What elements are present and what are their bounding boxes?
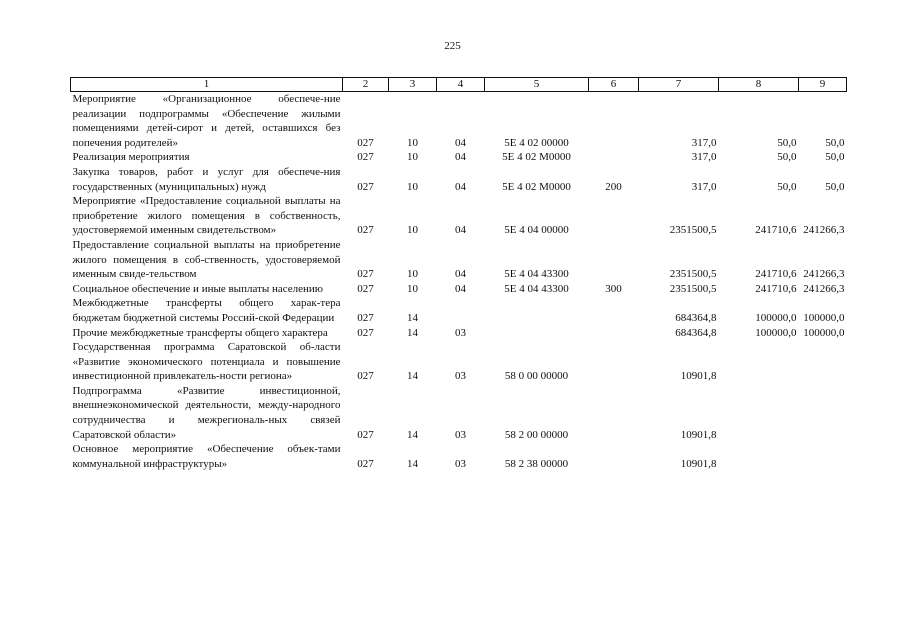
cell-section: 14 [407,326,418,339]
cell-section: 10 [407,224,418,237]
column-header-2: 2 [343,78,389,92]
cell-amount-8: 100000,0 [755,311,797,324]
cell-expense-type: 300 [605,282,622,295]
cell-subsection: 03 [455,370,466,383]
table-row [71,150,847,165]
cell-amount-8 [719,442,799,471]
cell-section: 14 [407,457,418,470]
cell-target-article: 58 0 00 00000 [504,370,569,383]
cell-amount-9: 100000,0 [803,311,845,324]
row-name: Мероприятие «Предоставление социальной выплаты на приобретение жилого помещения в собственность, удостоверяемой именным свидетельством» [72,195,341,237]
cell-expense-type [589,384,639,442]
cell-target-article: 5Е 4 04 43300 [504,268,569,281]
cell-target-article: 58 2 00 00000 [504,428,569,441]
row-name: Подпрограмма «Развитие инвестиционной, внешнеэкономической деятельности, между-народного сотрудничества и межрегиональ-ных связей Саратовской области» [72,384,341,441]
cell-target-article [485,326,589,341]
table-row [71,340,847,384]
cell-amount-8: 50,0 [777,151,797,164]
cell-ministry-code: 027 [357,457,374,470]
cell-section: 10 [407,151,418,164]
cell-expense-type [589,92,639,151]
cell-amount-8: 241710,6 [755,224,797,237]
cell-ministry-code: 027 [357,326,374,339]
cell-amount-9: 241266,3 [803,282,845,295]
column-header-3: 3 [389,78,437,92]
cell-amount-7: 2351500,5 [669,224,717,237]
cell-amount-9 [799,442,847,471]
cell-subsection: 04 [455,268,466,281]
cell-amount-9: 241266,3 [803,268,845,281]
cell-amount-9: 50,0 [825,180,845,193]
cell-amount-8 [719,384,799,442]
cell-subsection: 04 [455,151,466,164]
cell-amount-9: 50,0 [825,136,845,149]
cell-amount-7: 2351500,5 [669,268,717,281]
cell-amount-8: 50,0 [777,180,797,193]
cell-amount-7: 684364,8 [675,326,717,339]
cell-subsection: 04 [455,180,466,193]
column-header-9: 9 [799,78,847,92]
cell-section: 14 [407,428,418,441]
cell-amount-8: 241710,6 [755,282,797,295]
row-name: Основное мероприятие «Обеспечение объек-тами коммунальной инфраструктуры» [72,443,341,470]
cell-expense-type [589,296,639,325]
page-number: 225 [444,40,461,52]
cell-target-article: 5Е 4 02 00000 [504,136,569,149]
row-name: Прочие межбюджетные трансферты общего характера [72,326,328,339]
cell-ministry-code: 027 [357,180,374,193]
cell-amount-7: 2351500,5 [669,282,717,295]
cell-amount-8 [719,340,799,384]
cell-expense-type [589,442,639,471]
column-header-6: 6 [589,78,639,92]
row-name: Государственная программа Саратовской об-ласти «Развитие экономического потенциала и повышение инвестиционной привлекатель-ности региона» [72,341,341,383]
column-header-4: 4 [437,78,485,92]
row-name: Мероприятие «Организационное обеспече-ние реализации подпрограммы «Обеспечение жилыми помещениями детей-сирот и детей, оставшихся без попечения родителей» [72,93,341,149]
cell-amount-7: 684364,8 [675,311,717,324]
table-row [71,442,847,471]
cell-amount-9 [799,340,847,384]
cell-amount-7: 10901,8 [680,370,717,383]
cell-subsection: 03 [455,326,466,339]
cell-section: 10 [407,268,418,281]
cell-ministry-code: 027 [357,136,374,149]
cell-ministry-code: 027 [357,224,374,237]
cell-section: 10 [407,136,418,149]
cell-section: 10 [407,282,418,295]
column-number-row [71,78,847,92]
cell-expense-type [589,150,639,165]
cell-subsection: 04 [455,224,466,237]
cell-section: 14 [407,311,418,324]
cell-amount-9 [799,384,847,442]
cell-amount-7: 317,0 [691,180,717,193]
cell-ministry-code: 027 [357,311,374,324]
column-header-8: 8 [719,78,799,92]
cell-amount-8: 100000,0 [755,326,797,339]
cell-section: 14 [407,370,418,383]
cell-ministry-code: 027 [357,370,374,383]
table-row [71,384,847,442]
table-row [71,326,847,341]
cell-subsection: 04 [455,136,466,149]
cell-ministry-code: 027 [357,151,374,164]
cell-subsection: 04 [455,282,466,295]
cell-amount-7: 317,0 [691,151,717,164]
cell-amount-9: 50,0 [825,151,845,164]
row-name: Социальное обеспечение и иные выплаты населению [72,282,324,295]
table-row [71,238,847,282]
cell-target-article [485,296,589,325]
cell-target-article: 5Е 4 04 43300 [504,282,569,295]
cell-amount-7: 10901,8 [680,428,717,441]
row-name: Реализация мероприятия [72,151,190,164]
cell-ministry-code: 027 [357,268,374,281]
table-row [71,194,847,238]
table-row [71,296,847,325]
cell-amount-8: 241710,6 [755,268,797,281]
cell-expense-type [589,238,639,282]
cell-amount-7: 317,0 [691,136,717,149]
cell-expense-type [589,340,639,384]
cell-amount-9: 241266,3 [803,224,845,237]
cell-subsection [437,296,485,325]
cell-amount-7: 10901,8 [680,457,717,470]
cell-target-article: 58 2 38 00000 [504,457,569,470]
cell-section: 10 [407,180,418,193]
row-name: Межбюджетные трансферты общего харак-тера бюджетам бюджетной системы Россий-ской Федерации [72,297,341,324]
cell-amount-8: 50,0 [777,136,797,149]
column-header-1: 1 [71,78,343,92]
cell-target-article: 5Е 4 02 М0000 [502,180,571,193]
cell-expense-type: 200 [605,180,622,193]
cell-ministry-code: 027 [357,282,374,295]
row-name: Предоставление социальной выплаты на приобретение жилого помещения в соб-ственность, удостоверяемой именным свиде-тельством [72,238,341,281]
cell-target-article: 5Е 4 02 М0000 [502,151,571,164]
cell-subsection: 03 [455,428,466,441]
row-name: Закупка товаров, работ и услуг для обеспече-ния государственных (муниципальных) нужд [72,165,341,193]
cell-expense-type [589,326,639,341]
cell-amount-9: 100000,0 [803,326,845,339]
cell-ministry-code: 027 [357,428,374,441]
table-row [71,282,847,297]
table-row [71,165,847,194]
cell-subsection: 03 [455,457,466,470]
cell-expense-type [589,194,639,238]
column-header-5: 5 [485,78,589,92]
budget-table [70,77,847,471]
cell-target-article: 5Е 4 04 00000 [504,224,569,237]
table-row [71,92,847,151]
column-header-7: 7 [639,78,719,92]
